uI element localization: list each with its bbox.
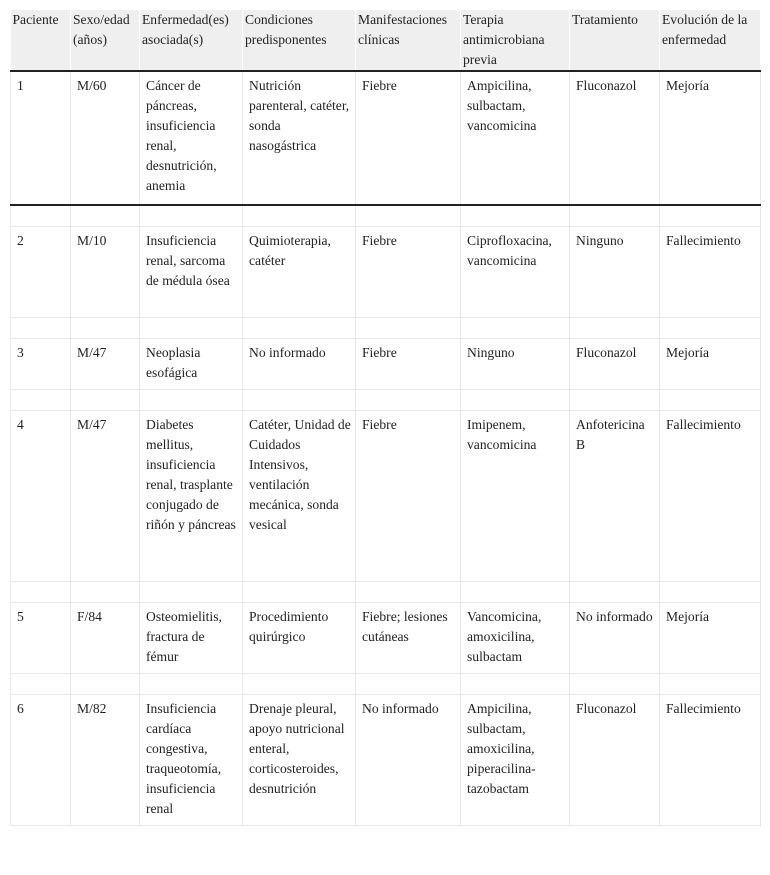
cell-condiciones: No informado (243, 339, 356, 390)
header-condiciones: Condiciones predisponentes (243, 10, 356, 71)
cell-terapia: Ninguno (461, 339, 570, 390)
header-evolucion: Evolución de la enfermedad (660, 10, 761, 71)
cell-enfermedades: Neoplasia esofágica (140, 339, 243, 390)
cell-condiciones: Quimioterapia, catéter (243, 227, 356, 318)
cell-tratamiento: No informado (570, 603, 660, 674)
header-sexo-edad: Sexo/edad (años) (71, 10, 140, 71)
cell-paciente: 4 (11, 411, 71, 582)
table-row (11, 695, 761, 826)
cell-evolucion: Mejoría (660, 339, 761, 390)
cell-sexo-edad: M/60 (71, 71, 140, 205)
cell-condiciones: Drenaje pleural, apoyo nutricional enteral, corticosteroides, desnutrición (243, 695, 356, 826)
cell-paciente: 3 (11, 339, 71, 390)
cell-paciente: 6 (11, 695, 71, 826)
cell-evolucion: Mejoría (660, 603, 761, 674)
cell-terapia: Ampicilina, sulbactam, vancomicina (461, 71, 570, 205)
cell-paciente: 5 (11, 603, 71, 674)
cell-terapia: Vancomicina, amoxicilina, sulbactam (461, 603, 570, 674)
cell-terapia: Imipenem, vancomicina (461, 411, 570, 582)
cell-tratamiento: Ninguno (570, 227, 660, 318)
table-row (11, 71, 761, 205)
cell-manifestaciones: Fiebre (356, 339, 461, 390)
cell-enfermedades: Cáncer de páncreas, insuficiencia renal, desnutrición, anemia (140, 71, 243, 205)
spacer-row (11, 390, 761, 411)
cell-manifestaciones: No informado (356, 695, 461, 826)
cell-sexo-edad: M/82 (71, 695, 140, 826)
cell-evolucion: Mejoría (660, 71, 761, 205)
cell-manifestaciones: Fiebre; lesiones cutáneas (356, 603, 461, 674)
cell-condiciones: Nutrición parenteral, catéter, sonda nasogástrica (243, 71, 356, 205)
header-tratamiento: Tratamiento (570, 10, 660, 71)
cell-sexo-edad: M/47 (71, 339, 140, 390)
cell-evolucion: Fallecimiento (660, 411, 761, 582)
cell-terapia: Ampicilina, sulbactam, amoxicilina, piperacilina-tazobactam (461, 695, 570, 826)
cell-manifestaciones: Fiebre (356, 227, 461, 318)
cell-enfermedades: Diabetes mellitus, insuficiencia renal, trasplante conjugado de riñón y páncreas (140, 411, 243, 582)
header-row (11, 10, 761, 71)
cell-evolucion: Fallecimiento (660, 695, 761, 826)
header-terapia: Terapia antimicrobiana previa (461, 10, 570, 71)
patients-table (10, 10, 761, 826)
spacer-row (11, 318, 761, 339)
table-row (11, 339, 761, 390)
cell-tratamiento: Fluconazol (570, 695, 660, 826)
cell-sexo-edad: M/10 (71, 227, 140, 318)
cell-condiciones: Catéter, Unidad de Cuidados Intensivos, ventilación mecánica, sonda vesical (243, 411, 356, 582)
cell-tratamiento: Anfotericina B (570, 411, 660, 582)
cell-evolucion: Fallecimiento (660, 227, 761, 318)
header-enfermedades: Enfermedad(es) asociada(s) (140, 10, 243, 71)
header-manifestaciones: Manifestaciones clínicas (356, 10, 461, 71)
cell-manifestaciones: Fiebre (356, 71, 461, 205)
cell-enfermedades: Insuficiencia cardíaca congestiva, traqueotomía, insuficiencia renal (140, 695, 243, 826)
cell-tratamiento: Fluconazol (570, 339, 660, 390)
cell-terapia: Ciprofloxacina, vancomicina (461, 227, 570, 318)
spacer-row (11, 582, 761, 603)
cell-sexo-edad: F/84 (71, 603, 140, 674)
cell-enfermedades: Insuficiencia renal, sarcoma de médula ósea (140, 227, 243, 318)
table-row (11, 227, 761, 318)
header-paciente: Paciente (11, 10, 71, 71)
cell-paciente: 1 (11, 71, 71, 205)
cell-paciente: 2 (11, 227, 71, 318)
spacer-row (11, 205, 761, 227)
table-row (11, 411, 761, 582)
cell-enfermedades: Osteomielitis, fractura de fémur (140, 603, 243, 674)
cell-condiciones: Procedimiento quirúrgico (243, 603, 356, 674)
cell-manifestaciones: Fiebre (356, 411, 461, 582)
spacer-row (11, 674, 761, 695)
cell-sexo-edad: M/47 (71, 411, 140, 582)
table-row (11, 603, 761, 674)
cell-tratamiento: Fluconazol (570, 71, 660, 205)
